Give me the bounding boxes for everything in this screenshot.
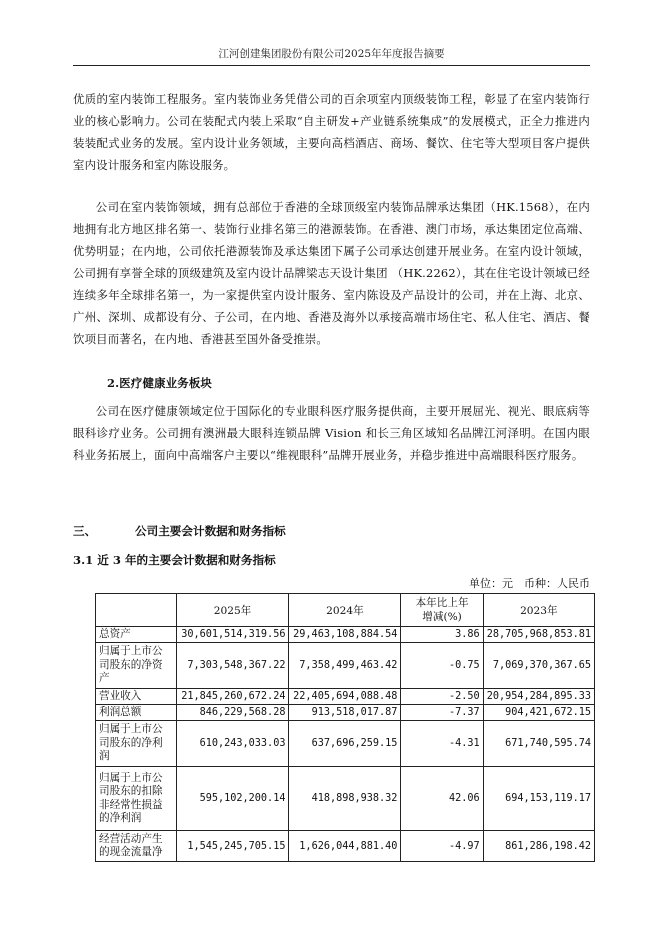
table-row [96,643,595,689]
table-row [96,627,595,643]
value-cell-v2023: 671,740,595.74 [483,721,594,767]
table-row [96,705,595,721]
value-cell-v2024: 7,358,499,463.42 [289,643,401,689]
value-cell-v2025: 30,601,514,319.56 [176,627,289,643]
section-number: 三、 [73,524,97,538]
value-cell-v2023: 7,069,370,367.65 [483,643,594,689]
value-cell-change: -2.50 [401,689,483,705]
paragraph-text: 公司在医疗健康领域定位于国际化的专业眼科医疗服务提供商，主要开展屈光、视光、眼底病等眼科诊疗业务。公司拥有澳洲最大眼科连锁品牌 Vision 和长三角区域知名品牌江河泽明。在国内眼科业务拓展上，面向中高端客户主要以“维视眼科”品牌开展业务，并稳步推进中高端眼科医疗服务。 [73,404,590,462]
row-label: 经营活动产生的现金流量净 [96,831,177,862]
value-cell-v2025: 610,243,033.03 [176,721,289,767]
page-header: 江河创建集团股份有限公司2025年年度报告摘要 [73,46,590,66]
value-cell-v2025: 1,545,245,705.15 [176,831,289,862]
header-cell: 2025年 [176,594,289,627]
paragraph-text: 优质的室内装饰工程服务。室内装饰业务凭借公司的百余项室内顶级装饰工程，彰显了在室内装饰行业的核心影响力。公司在装配式内装上采取“自主研发+产业链系统集成”的发展模式，正全力推进内装装配式业务的发展。室内设计业务领域，主要向高档酒店、商场、餐饮、住宅等大型项目客户提供室内设计服务和室内陈设服务。 [73,92,590,172]
value-cell-v2024: 418,898,938.32 [289,767,401,831]
row-label: 利润总额 [96,705,177,721]
value-cell-v2024: 1,626,044,881.40 [289,831,401,862]
value-cell-v2023: 904,421,672.15 [483,705,594,721]
medical-segment-heading: 2.医疗健康业务板块 [107,376,213,390]
financial-data-table [95,593,595,862]
subsection-title: 3.1 近 3 年的主要会计数据和财务指标 [73,553,276,567]
table-header-row [96,594,595,627]
value-cell-change: 3.86 [401,627,483,643]
value-cell-v2023: 28,705,968,853.81 [483,627,594,643]
value-cell-change: -4.31 [401,721,483,767]
unit-currency-line: 单位：元 币种：人民币 [469,577,590,590]
header-cell: 本年比上年 增减(%) [401,594,483,627]
paragraph-interior-decoration [73,88,590,176]
value-cell-v2024: 29,463,108,884.54 [289,627,401,643]
value-cell-change: 42.06 [401,767,483,831]
value-cell-v2023: 20,954,284,895.33 [483,689,594,705]
header-cell [96,594,177,627]
value-cell-change: -4.97 [401,831,483,862]
row-label: 归属于上市公司股东的净利润 [96,721,177,767]
row-label: 总资产 [96,627,177,643]
value-cell-v2023: 861,286,198.42 [483,831,594,862]
section-title [73,523,286,539]
value-cell-v2023: 694,153,119.17 [483,767,594,831]
row-label: 营业收入 [96,689,177,705]
value-cell-v2024: 637,696,259.15 [289,721,401,767]
table-row [96,721,595,767]
value-cell-v2025: 846,229,568.28 [176,705,289,721]
paragraph-text: 公司在室内装饰领域，拥有总部位于香港的全球顶级室内装饰品牌承达集团（HK.1568），在内地拥有北方地区排名第一、装饰行业排名第三的港源装饰。在香港、澳门市场，承达集团定位高端、优势明显；在内地，公司依托港源装饰及承达集团下属子公司承达创建开展业务。在室内设计领域，公司拥有享誉全球的顶级建筑及室内设计品牌梁志天设计集团 （HK.2262），其在住宅设计领域已经连续多年全球排名第一，为一家提供室内设计服务、室内陈设及产品设计的公司，并在上海、北京、广州、深圳、成都设有分、子公司，在内地、香港及海外以承接高端市场住宅、私人住宅、酒店、餐饮项目而著名，在内地、香港甚至国外备受推崇。 [73,200,590,346]
paragraph-medical [73,400,590,466]
table-row [96,831,595,862]
value-cell-v2024: 913,518,017.87 [289,705,401,721]
header-cell: 2023年 [483,594,594,627]
section-title-text: 公司主要会计数据和财务指标 [135,524,286,538]
table-row [96,689,595,705]
value-cell-change: -0.75 [401,643,483,689]
value-cell-v2025: 21,845,260,672.24 [176,689,289,705]
paragraph-interior-brands [73,196,590,350]
value-cell-v2025: 595,102,200.14 [176,767,289,831]
row-label: 归属于上市公司股东的扣除非经常性损益的净利润 [96,767,177,831]
value-cell-v2024: 22,405,694,088.48 [289,689,401,705]
row-label: 归属于上市公司股东的净资产 [96,643,177,689]
table-row [96,767,595,831]
value-cell-change: -7.37 [401,705,483,721]
value-cell-v2025: 7,303,548,367.22 [176,643,289,689]
header-cell: 2024年 [289,594,401,627]
